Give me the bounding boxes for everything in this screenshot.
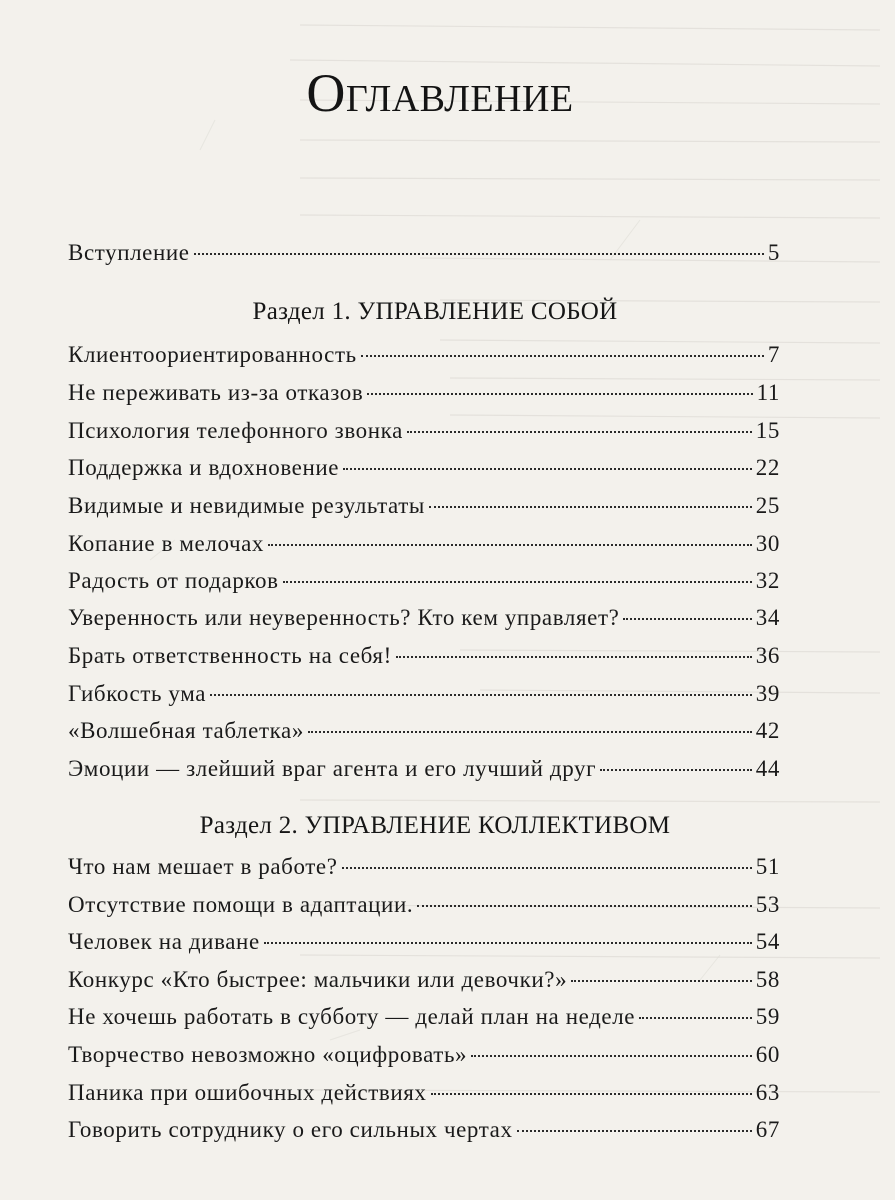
toc-entry <box>68 967 780 1001</box>
toc-entry-label: Радость от подарков <box>68 568 279 593</box>
dot-leader <box>431 1093 752 1095</box>
section-heading-1: Раздел 1. УПРАВЛЕНИЕ СОБОЙ <box>252 298 618 325</box>
dot-leader <box>407 431 752 433</box>
dot-leader <box>471 1055 752 1057</box>
toc-entry <box>68 493 780 527</box>
dot-leader <box>361 355 764 357</box>
dot-leader <box>600 769 752 771</box>
dot-leader <box>210 694 752 696</box>
toc-entry-page: 36 <box>755 643 780 668</box>
toc-entry-label: Отсутствие помощи в адаптации. <box>68 892 414 917</box>
toc-entry-label: «Волшебная таблетка» <box>68 718 304 743</box>
toc-entry-page: 59 <box>755 1004 780 1029</box>
toc-entry <box>68 892 780 926</box>
dot-leader <box>517 1130 752 1132</box>
toc-entry-label: Копание в мелочах <box>68 531 265 556</box>
toc-entry-label: Говорить сотруднику о его сильных чертах <box>68 1117 513 1142</box>
toc-entry-label: Гибкость ума <box>68 681 207 706</box>
toc-entry <box>68 929 780 963</box>
toc-entry <box>68 756 780 790</box>
dot-leader <box>283 581 752 583</box>
toc-entry-page: 30 <box>755 531 780 556</box>
toc-entry <box>68 1042 780 1076</box>
dot-leader <box>639 1017 752 1019</box>
toc-entry <box>68 1080 780 1114</box>
toc-entry-page: 53 <box>755 892 780 917</box>
toc-entry-label: Что нам мешает в работе? <box>68 854 338 879</box>
toc-entry <box>68 531 780 565</box>
dot-leader <box>571 980 752 982</box>
toc-entry-page: 42 <box>755 718 780 743</box>
toc-entry-page: 39 <box>755 681 780 706</box>
dot-leader <box>367 393 752 395</box>
dot-leader <box>342 867 752 869</box>
toc-entry-label: Не переживать из-за отказов <box>68 380 364 405</box>
toc-entry-page: 67 <box>755 1117 780 1142</box>
toc-entry <box>68 568 780 602</box>
toc-entry <box>68 718 780 752</box>
toc-entry-label: Паника при ошибочных действиях <box>68 1080 427 1105</box>
toc-entry-label: Творчество невозможно «оцифровать» <box>68 1042 468 1067</box>
dot-leader <box>623 618 751 620</box>
dot-leader <box>396 656 752 658</box>
toc-entry-page: 34 <box>755 605 780 630</box>
toc-entry-page: 32 <box>755 568 780 593</box>
dot-leader <box>194 253 764 255</box>
toc-entry <box>68 681 780 715</box>
toc-entry-page: 58 <box>755 967 780 992</box>
dot-leader <box>429 506 752 508</box>
dot-leader <box>264 942 752 944</box>
dot-leader <box>417 905 752 907</box>
toc-entry-page: 11 <box>756 380 780 405</box>
toc-entry-page: 54 <box>755 929 780 954</box>
toc-entry-page: 25 <box>755 493 780 518</box>
toc-entry-page: 51 <box>755 854 780 879</box>
dot-leader <box>268 544 752 546</box>
toc-entry-label: Уверенность или неуверенность? Кто кем управляет? <box>68 605 620 630</box>
toc-entry-label: Психология телефонного звонка <box>68 418 403 443</box>
toc-entry <box>68 380 780 414</box>
toc-entry <box>68 854 780 888</box>
toc-entry-label: Клиентоориентированность <box>68 342 357 367</box>
toc-entry-page: 15 <box>755 418 780 443</box>
toc-entry-page: 7 <box>767 342 780 367</box>
toc-entry <box>68 1117 780 1151</box>
toc-entry <box>68 643 780 677</box>
toc-entry <box>68 418 780 452</box>
toc-entry <box>68 1004 780 1038</box>
toc-entry-label: Вступление <box>68 240 190 265</box>
toc-entry <box>68 455 780 489</box>
page-title: Оглавление <box>306 63 574 123</box>
toc-entry <box>68 342 780 376</box>
toc-entry-label: Конкурс «Кто быстрее: мальчики или девочки?» <box>68 967 568 992</box>
toc-entry-page: 63 <box>755 1080 780 1105</box>
toc-entry-label: Человек на диване <box>68 929 260 954</box>
toc-entry <box>68 605 780 639</box>
dot-leader <box>343 468 752 470</box>
toc-entry-intro <box>68 240 780 274</box>
toc-entry-label: Эмоции — злейший враг агента и его лучший друг <box>68 756 597 781</box>
toc-entry-label: Не хочешь работать в субботу — делай план на неделе <box>68 1004 636 1029</box>
toc-entry-label: Брать ответственность на себя! <box>68 643 392 668</box>
toc-entry-label: Поддержка и вдохновение <box>68 455 340 480</box>
section-heading-2: Раздел 2. УПРАВЛЕНИЕ КОЛЛЕКТИВОМ <box>199 812 671 839</box>
toc-entry-page: 5 <box>767 240 780 265</box>
toc-entry-page: 44 <box>755 756 780 781</box>
toc-entry-page: 22 <box>755 455 780 480</box>
toc-entry-page: 60 <box>755 1042 780 1067</box>
toc-entry-label: Видимые и невидимые результаты <box>68 493 425 518</box>
dot-leader <box>308 731 752 733</box>
